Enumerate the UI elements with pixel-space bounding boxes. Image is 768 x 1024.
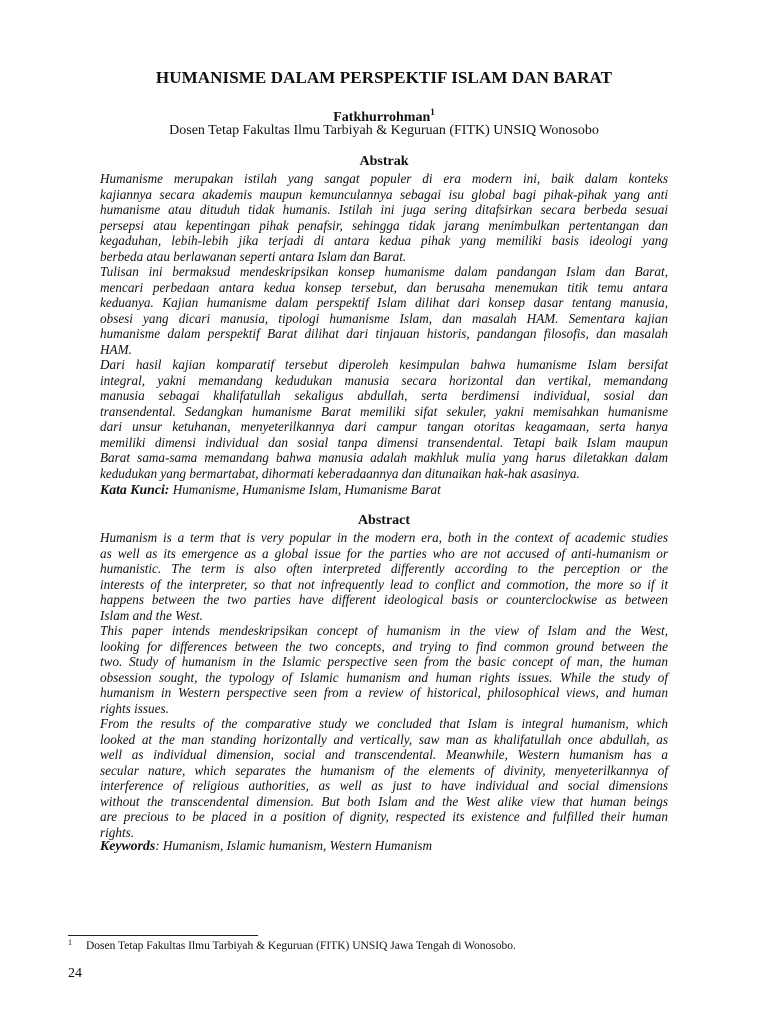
footnote xyxy=(68,938,516,952)
abstract-line: From the results of the comparative study we concluded that Islam is integral humanism, which xyxy=(100,716,668,731)
abstrak-heading: Abstrak xyxy=(359,154,409,169)
abstrak-line: obsesi yang dicari manusia, tipologi humanisme Islam, dan masalah HAM. Sementara kajian xyxy=(100,310,668,326)
abstract-line: obsession sought, the typology of Islamic humanism and human rights issues. While the study of xyxy=(100,669,668,685)
abstract-line: as well as its emergence as a global issue for the parties who are not accused of anti-humanism or xyxy=(100,545,668,561)
keywords xyxy=(100,838,432,854)
abstrak-line: manusia sebagai khalifatullah sekaligus abdullah, serta berdimensi individual, sosial dan xyxy=(100,388,668,403)
abstrak-line: kajiannya secara akademis maupun kemunculannya sebagai isu global bagi pihak-pihak yang anti xyxy=(100,186,668,202)
abstrak-line: dari unsur ketuhanan, menyeterilkannya dari campur tangan otoritas keagamaan, serta hanya xyxy=(100,419,668,434)
keywords-values: : Humanism, Islamic humanism, Western Humanism xyxy=(155,838,433,853)
abstract-line: rights. xyxy=(100,824,135,840)
abstract-line: interests of the interpreter, so that not infrequently lead to conflict and commotion, the more so if it xyxy=(100,576,668,592)
abstract-line: well as individual dimension, social and transcendental. Meanwhile, Western humanism has a xyxy=(100,747,668,762)
abstrak-line: transendental. Sedangkan humanisme Barat memiliki sifat sekuler, yakni memisahkan humanisme xyxy=(100,403,668,419)
abstract-heading: Abstract xyxy=(357,513,411,528)
abstract-line: humanistic. The term is also often interpreted differently according to the perception or the xyxy=(100,561,668,576)
kata-kunci-values: Humanisme, Humanisme Islam, Humanisme Barat xyxy=(169,482,441,497)
abstrak-line: keduanya. Kajian humanisme dalam perspektif Islam dilihat dari konsep dasar tentang manusia, xyxy=(100,295,668,310)
abstrak-line: persepsi atau kepentingan pihak penafsir, sehingga tidak jarang menimbulkan pertentangan dan xyxy=(100,217,668,233)
abstrak-body xyxy=(100,171,668,481)
abstract-line: two. Study of humanism in the Islamic perspective seen from the basic concept of man, the human xyxy=(100,654,668,669)
abstrak-line: memiliki dimensi individual dan sosial tanpa dimensi transendental. Tetapi baik Islam maupun xyxy=(100,434,668,450)
kata-kunci-label: Kata Kunci: xyxy=(100,482,170,497)
abstrak-line: Tulisan ini bermaksud mendeskripsikan konsep humanisme dalam pandangan Islam dan Barat, xyxy=(100,264,668,279)
page-number: 24 xyxy=(68,966,82,981)
abstract-line: Islam and the West. xyxy=(100,607,203,623)
kata-kunci xyxy=(100,482,441,498)
abstrak-line: kedudukan yang bermartabat, dihormati keberadaannya dan ditunaikan hak-hak asasinya. xyxy=(100,465,580,481)
abstrak-line: humanisme dalam perspektif Barat dilihat dari tinjauan historis, pandangan filosofis, dan masalah xyxy=(100,326,668,341)
abstract-line: without the transcendental dimension. But both Islam and the West alike view that human beings xyxy=(100,793,668,809)
abstract-line: looking for differences between the two concepts, and trying to find common ground between the xyxy=(100,638,668,654)
abstract-line: secular nature, which separates the humanism of the elements of divinity, menyeterilkannya of xyxy=(100,762,668,778)
footnote-mark: 1 xyxy=(68,938,72,947)
abstract-line: happens between the two parties have different ideological basis or counterclockwise as between xyxy=(100,592,668,607)
abstrak-line: Barat sama-sama memandang bahwa manusia adalah makhluk mulia yang harus diletakkan dalam xyxy=(100,450,668,465)
footnote-divider xyxy=(68,935,258,936)
paper-title: HUMANISME DALAM PERSPEKTIF ISLAM DAN BARAT xyxy=(155,68,613,87)
abstract-line: humanism in Western perspective seen from a review of historical, philosophical views, and human xyxy=(100,685,668,700)
abstract-line: are precious to be placed in a position of dignity, respected its existence and fulfilled their human xyxy=(100,809,668,824)
abstrak-line: Dari hasil kajian komparatif tersebut diperoleh kesimpulan bahwa humanisme Islam bersifat xyxy=(100,357,668,372)
abstract-line: rights issues. xyxy=(100,700,169,716)
author-name: Fatkhurrohman xyxy=(333,110,431,125)
abstrak-line: HAM. xyxy=(100,341,132,357)
author-affiliation: Dosen Tetap Fakultas Ilmu Tarbiyah & Keguruan (FITK) UNSIQ Wonosobo xyxy=(169,123,599,138)
abstrak-line: Humanisme merupakan istilah yang sangat populer di era modern ini, baik dalam konteks xyxy=(100,171,668,186)
abstrak-line: mencari perbedaan antara kedua konsep tersebut, dan berusaha menemukan titik temu antara xyxy=(100,279,668,295)
abstrak-line: kegaduhan, lebih-lebih jika terjadi di antara kedua pihak yang memiliki basis ideologi yang xyxy=(100,233,668,248)
abstract-line: looked at the man standing horizontally and vertically, saw man as khalifatullah once abdullah, as xyxy=(100,731,668,747)
keywords-label: Keywords xyxy=(100,838,156,853)
abstract-body xyxy=(100,530,668,840)
abstrak-line: integral, yakni memandang kedudukan manusia secara horizontal dan vertikal, memandang xyxy=(100,372,668,388)
abstract-line: This paper intends mendeskripsikan concept of humanism in the view of Islam and the West, xyxy=(100,623,668,638)
abstract-line: interference of religious authorities, as well as just to have individual and social dimensions xyxy=(100,778,668,793)
author-footnote-mark: 1 xyxy=(430,107,435,117)
abstract-line: Humanism is a term that is very popular in the modern era, both in the context of academic studies xyxy=(100,530,668,545)
abstrak-line: berbeda atau berlawanan seperti antara Islam dan Barat. xyxy=(100,248,407,264)
abstrak-line: humanisme atau dituduh tidak humanis. Istilah ini juga sering ditafsirkan secara berbeda sesuai xyxy=(100,202,668,217)
footnote-text: Dosen Tetap Fakultas Ilmu Tarbiyah & Keguruan (FITK) UNSIQ Jawa Tengah di Wonosobo. xyxy=(86,940,516,952)
